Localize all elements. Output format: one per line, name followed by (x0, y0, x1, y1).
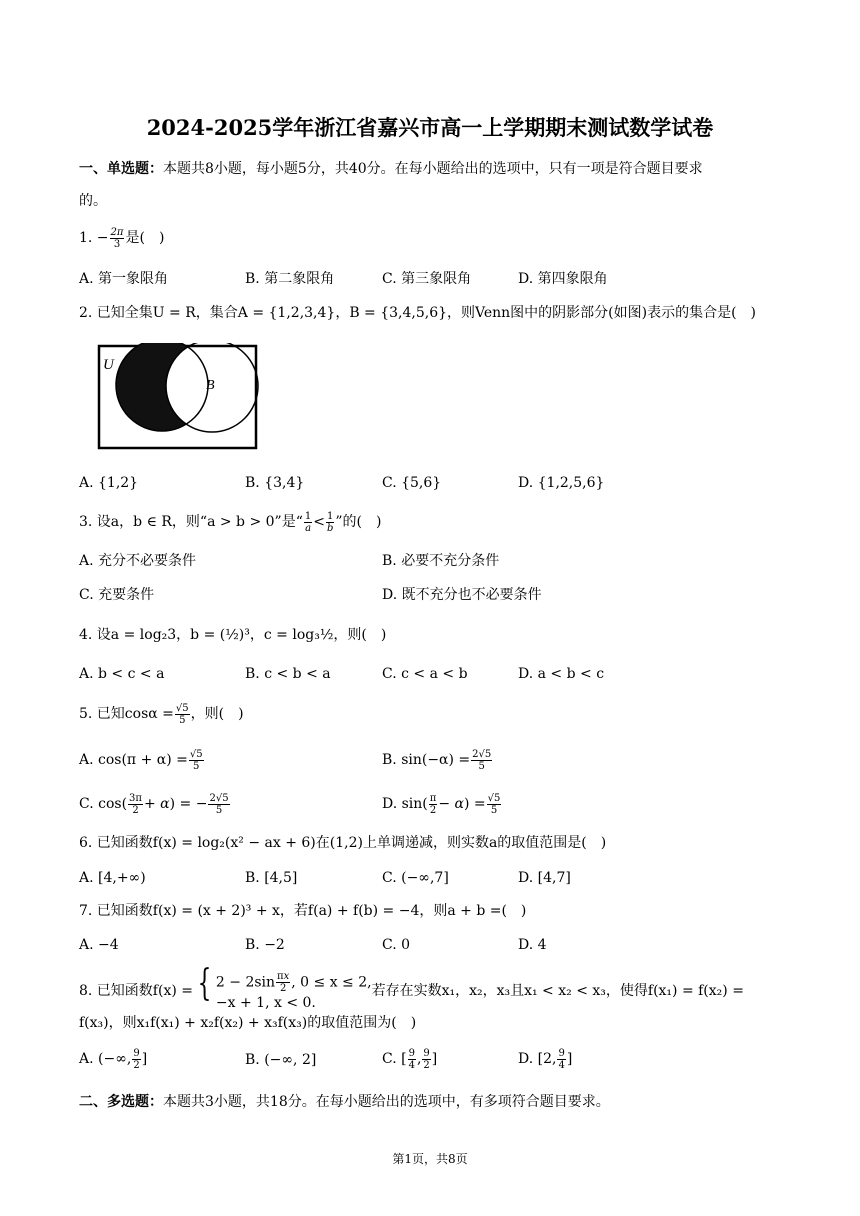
q6-option-c: C. (−∞,7] (382, 870, 449, 886)
venn-label-b: B (206, 378, 215, 393)
q4-option-a: A. b < c < a (79, 666, 165, 682)
q7-option-b: B. −2 (245, 937, 285, 953)
q2-option-c: C. {5,6} (382, 475, 442, 491)
page-title: 2024-2025学年浙江省嘉兴市高一上学期期末测试数学试卷 (146, 115, 714, 140)
venn-diagram (96, 343, 260, 451)
q1-option-c: C. 第三象限角 (382, 271, 472, 287)
q8-option-b: B. (−∞, 2] (245, 1052, 317, 1068)
section2-line (79, 1093, 610, 1111)
q6-stem: 6. 已知函数f(x) = log₂(x² − ax + 6)在(1,2)上单调递减，则实数a的取值范围是( ) (79, 835, 607, 851)
q3-option-d: D. 既不充分也不必要条件 (382, 587, 542, 603)
q3-stem: 3. 设a，b ∈ R，则“a > b > 0”是“ $\frac{1}{a}$ < $\frac{1}{b}$ ”的( ) (79, 510, 382, 534)
q7-stem: 7. 已知函数f(x) = (x + 2)³ + x，若f(a) + f(b) = −4，则a + b =( ) (79, 903, 527, 919)
section1-line1 (79, 160, 703, 178)
venn-label-u: U (103, 357, 114, 373)
section2-heading: 二、多选题： (79, 1094, 163, 1110)
q6-option-d: D. [4,7] (518, 870, 571, 886)
q2-stem: 2. 已知全集U = R，集合A = {1,2,3,4}，B = {3,4,5,6}，则Venn图中的阴影部分(如图)表示的集合是( ) (79, 305, 757, 321)
q5-option-b: B. sin(−α) = $\frac{2√5}{5}$ (382, 748, 492, 772)
q4-option-d: D. a < b < c (518, 666, 605, 682)
q1-option-b: B. 第二象限角 (245, 271, 335, 287)
q1-option-d: D. 第四象限角 (518, 271, 608, 287)
q8-option-c: C. [ $\frac{9}{4}$ , $\frac{9}{2}$ ] (382, 1047, 438, 1071)
q8-option-a: A. (−∞, $\frac{9}{2}$ ] (79, 1047, 148, 1071)
section2-desc: 本题共3小题，共18分。在每小题给出的选项中，有多项符合题目要求。 (163, 1094, 610, 1110)
q1-fraction: $\frac{2\pi}{3}$ (110, 226, 124, 250)
q6-option-a: A. [4,+∞) (79, 870, 146, 886)
q1-number: 1. (79, 230, 93, 246)
q5-stem: 5. 已知cosα = $\frac{√5}{5}$ ，则( ) (79, 702, 244, 726)
q5-option-d: D. sin( $\frac{\pi}{2}$ − α) = $\frac{√5}{5}$ (382, 792, 501, 816)
q5-option-a: A. cos(π + α) = $\frac{√5}{5}$ (79, 748, 203, 772)
q3-option-c: C. 充要条件 (79, 587, 155, 603)
q1-option-a: A. 第一象限角 (79, 271, 169, 287)
q4-option-c: C. c < a < b (382, 666, 468, 682)
q6-option-b: B. [4,5] (245, 870, 298, 886)
q5-option-c: C. cos( $\frac{3\pi}{2}$ + α) = − $\frac{2√5}{5}$ (79, 792, 229, 816)
q7-option-c: C. 0 (382, 937, 411, 953)
page-footer: 第1页，共8页 (392, 1152, 468, 1166)
section1-heading: 一、单选题： (79, 161, 163, 177)
q7-option-d: D. 4 (518, 937, 547, 953)
section1-desc-line1: 本题共8小题，每小题5分，共40分。在每小题给出的选项中，只有一项是符合题目要求 (163, 161, 703, 177)
q3-option-a: A. 充分不必要条件 (79, 553, 197, 569)
q3-option-b: B. 必要不充分条件 (382, 553, 500, 569)
q4-option-b: B. c < b < a (245, 666, 331, 682)
q1-stem: 是( ) (125, 230, 165, 246)
q2-option-a: A. {1,2} (79, 475, 139, 491)
question-1: 1. − $\frac{2\pi}{3}$ 是( ) (79, 226, 165, 250)
q2-option-b: B. {3,4} (245, 475, 305, 491)
q2-option-d: D. {1,2,5,6} (518, 475, 605, 491)
q8-option-d: D. [2, $\frac{9}{4}$ ] (518, 1047, 573, 1071)
section1-desc-line2: 的。 (79, 193, 107, 209)
q4-stem: 4. 设a = log₂3，b = (½)³，c = log₃½，则( ) (79, 627, 387, 643)
q8-stem-line1: 8. 已知函数f(x) = { 2 − 2sin $\frac{\pi x}{2}$ , 0 ≤ x ≤ 2, −x + 1, x < 0. 若存在实数x₁，x₂，x₃且x₁ < x₂ < x₃，使得f(x₁) = f(x₂) = (79, 963, 744, 1011)
q7-option-a: A. −4 (79, 937, 119, 953)
q8-stem-line2: f(x₃)，则x₁f(x₁) + x₂f(x₂) + x₃f(x₃)的取值范围为( ) (79, 1015, 417, 1031)
